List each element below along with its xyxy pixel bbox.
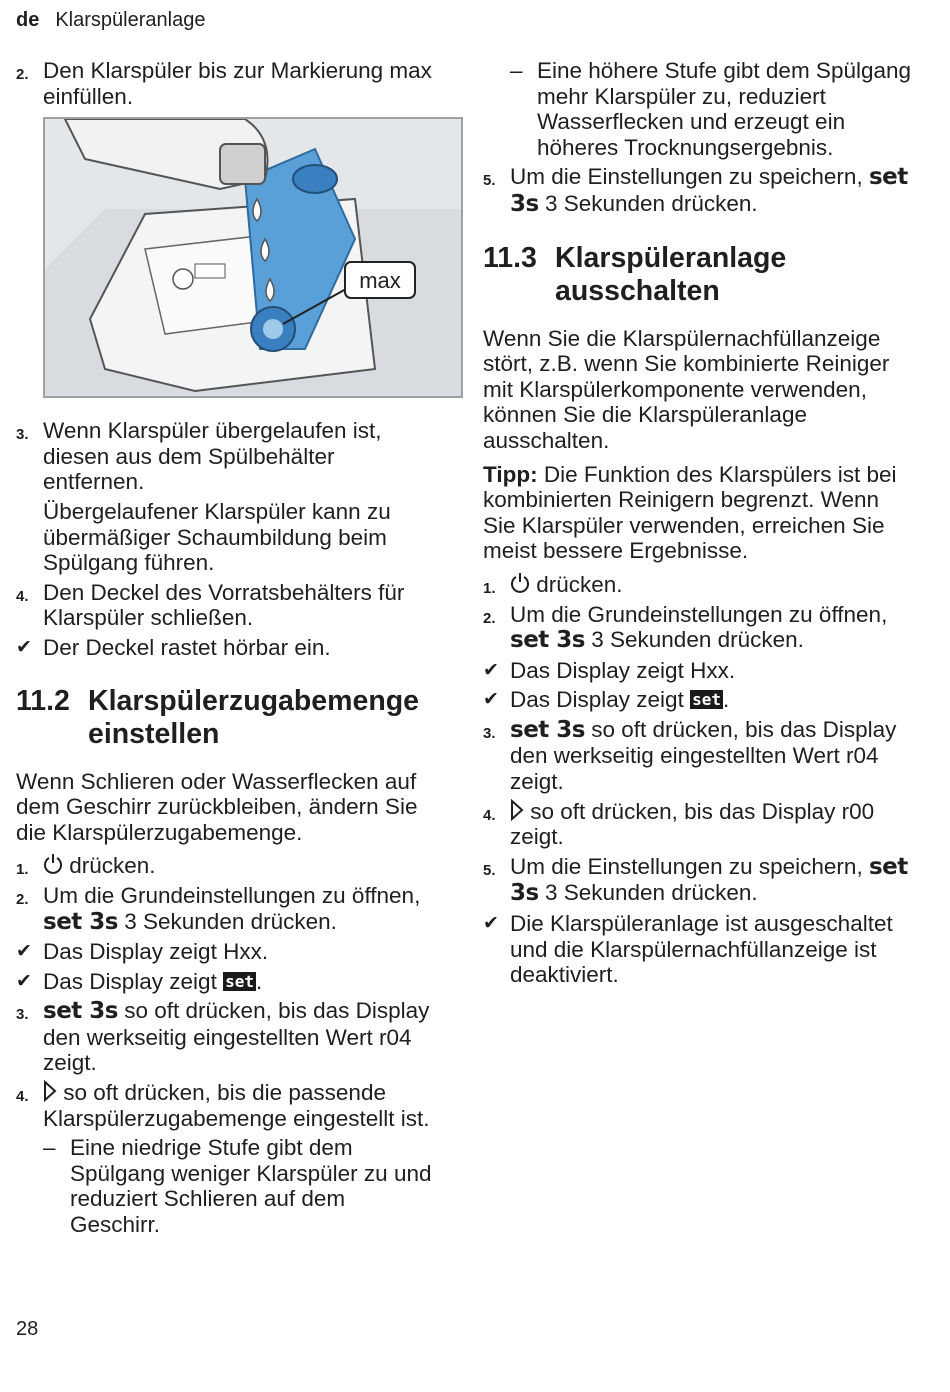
language-tag: de [16, 9, 40, 31]
step-3b: 3. set 3s so oft drücken, bis das Display den werkseitig eingestellten Wert r04 zeigt. [16, 998, 430, 1076]
heading-11-2: 11.2 Klarspülerzugabemenge einstellen [16, 684, 420, 750]
result-item: ✔ Das Display zeigt Hxx. [16, 939, 269, 965]
heading-11-3: 11.3 Klarspüleranlage ausschalten [483, 241, 787, 307]
step-5b: 5. Um die Einstellungen zu speichern, set 3s 3 Sekunden drücken. [483, 853, 908, 907]
page-number: 28 [16, 1318, 39, 1340]
set-3s-key: set 3s [43, 998, 118, 1025]
set-display-badge: set [225, 971, 254, 991]
step-5: 5. Um die Einstellungen zu speichern, set 3s 3 Sekunden drücken. [483, 164, 908, 217]
tip-paragraph: Tipp: Die Funktion des Klarspülers ist bei kombinierten Reinigern begrenzt. Wenn Sie Klarspüler verwenden, erreichen Sie meist bessere Ergebnisse. [483, 461, 897, 564]
step-1: 1. drücken. [483, 571, 623, 597]
step-1: 1. drücken. [16, 853, 156, 879]
intro-paragraph: Wenn Sie die Klarspülernachfüllanzeige stört, z.B. wenn Sie kombinierte Reiniger mit Klarspülerkomponente verwenden, können Sie die Klarspüleranlage ausschalten. [483, 325, 890, 453]
dash-item: – Eine niedrige Stufe gibt dem Spülgang weniger Klarspüler zu und reduziert Schlieren auf dem Geschirr. [43, 1135, 432, 1238]
page-header [16, 9, 205, 32]
result-item: ✔ Das Display zeigt set. [16, 968, 263, 994]
check-icon: ✔ [483, 913, 499, 935]
check-icon: ✔ [483, 659, 499, 681]
step-3: 3. Wenn Klarspüler übergelaufen ist, diesen aus dem Spülbehälter entfernen. [16, 418, 382, 495]
power-icon [43, 853, 63, 875]
set-3s-key: set 3s [43, 908, 118, 935]
power-icon [510, 572, 530, 594]
rinse-aid-illustration [43, 117, 463, 398]
set-3s-key: set 3s [510, 716, 585, 743]
set-3s-key: set 3s [510, 853, 908, 907]
set-3s-key: set 3s [510, 164, 908, 217]
step-2: 2. Den Klarspüler bis zur Markierung max einfüllen. [16, 58, 432, 109]
next-arrow-icon [510, 799, 524, 821]
step-4: 4. so oft drücken, bis das Display r00 zeigt. [483, 798, 875, 850]
result-item: ✔ Der Deckel rastet hörbar ein. [16, 634, 331, 660]
check-icon: ✔ [483, 689, 499, 711]
dash-item: – Eine höhere Stufe gibt dem Spülgang mehr Klarspüler zu, reduziert Wasserflecken und erzeugt ein höheres Trocknungsergebnis. [510, 58, 912, 160]
step-4: 4. Den Deckel des Vorratsbehälters für Klarspüler schließen. [16, 579, 405, 631]
result-item: ✔ Das Display zeigt set. [483, 687, 730, 713]
step-3: 3. set 3s so oft drücken, bis das Display den werkseitig eingestellten Wert r04 zeigt. [483, 716, 897, 795]
set-3s-key: set 3s [510, 627, 585, 654]
check-icon: ✔ [16, 941, 32, 963]
set-display-badge: set [692, 690, 721, 710]
step-2b: 2. Um die Grundeinstellungen zu öffnen, set 3s 3 Sekunden drücken. [16, 882, 421, 935]
section-title: Klarspüleranlage [55, 9, 206, 31]
left-column [16, 58, 436, 1242]
max-label: max [359, 268, 401, 294]
right-column [483, 58, 913, 992]
next-arrow-icon [43, 1080, 57, 1102]
step-3-note: Übergelaufener Klarspüler kann zu übermäßiger Schaumbildung beim Spülgang führen. [43, 498, 391, 576]
result-item: ✔ Das Display zeigt Hxx. [483, 657, 736, 683]
check-icon: ✔ [16, 970, 32, 992]
result-item: ✔ Die Klarspüleranlage ist ausgeschaltet und die Klarspülernachfüllanzeige ist deaktiviert. [483, 911, 893, 988]
step-4b: 4. so oft drücken, bis die passende Klarspülerzugabemenge eingestellt ist. [16, 1080, 430, 1131]
step-2: 2. Um die Grundeinstellungen zu öffnen, set 3s 3 Sekunden drücken. [483, 601, 888, 654]
check-icon: ✔ [16, 636, 32, 658]
intro-paragraph: Wenn Schlieren oder Wasserflecken auf dem Geschirr zurückbleiben, ändern Sie die Klarspülerzugabemenge. [16, 768, 418, 845]
